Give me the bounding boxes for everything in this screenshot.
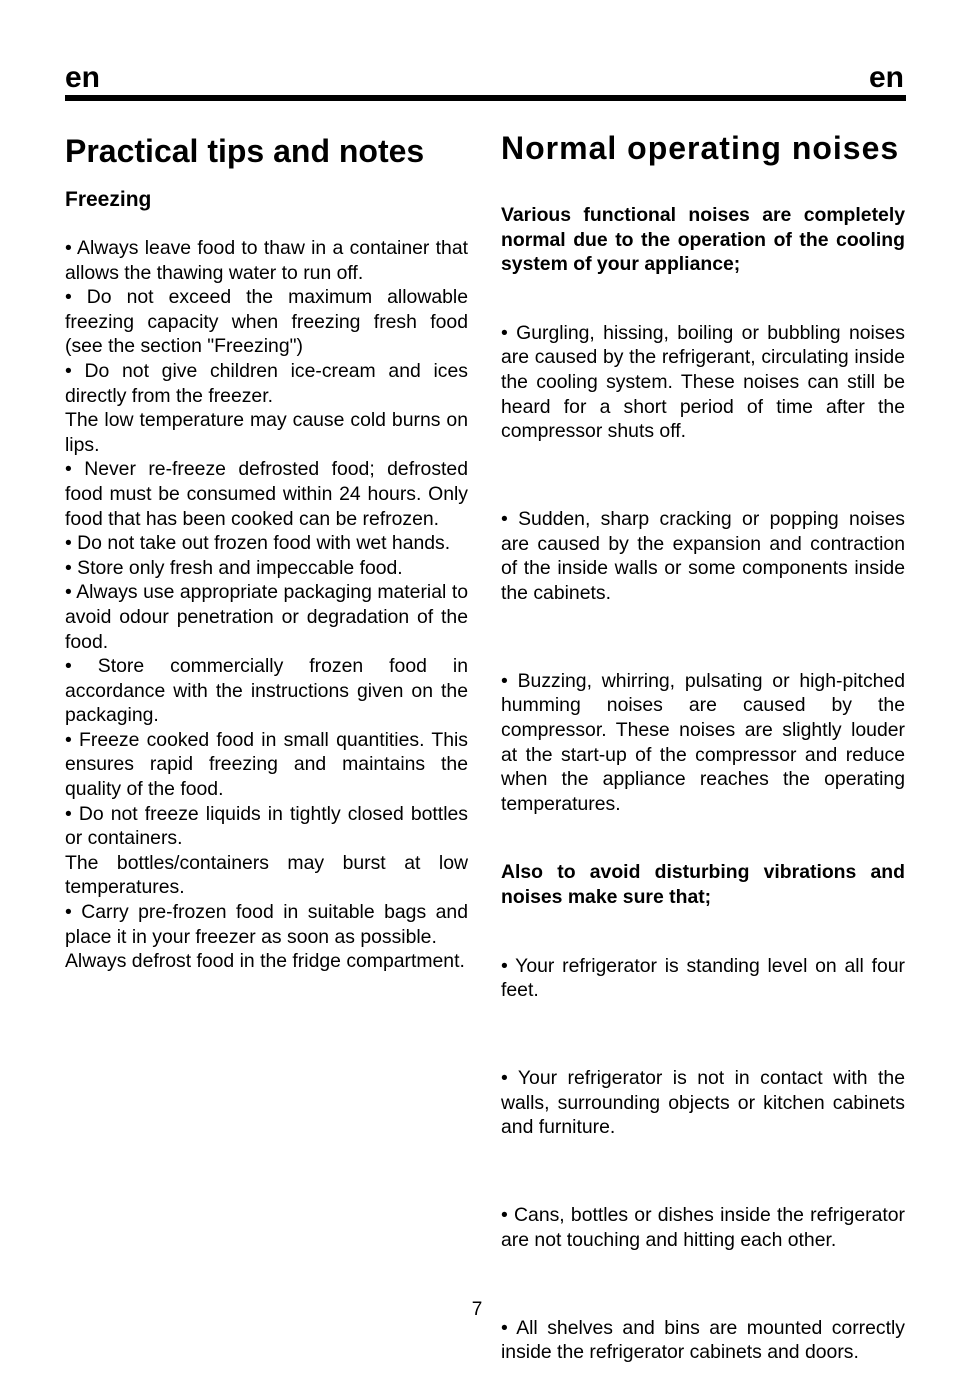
- freezing-tips-list: [65, 236, 468, 974]
- tip-line: • Do not take out frozen food with wet hands.: [65, 532, 451, 555]
- language-code-left: en: [65, 61, 101, 94]
- tip-line: The low temperature may cause cold burns on lips.: [65, 409, 468, 456]
- tip-line: • Always use appropriate packaging material to avoid odour penetration or degradation of the food.: [65, 581, 468, 653]
- subsection-title-freezing: Freezing: [65, 188, 152, 211]
- header-rule: [65, 95, 906, 101]
- section-title-operating-noises: Normal operating noises: [501, 130, 900, 166]
- tip-line: • Carry pre-frozen food in suitable bags and place it in your freezer as soon as possible.: [65, 901, 468, 948]
- tip-line: • Do not give children ice-cream and ices directly from the freezer.: [65, 359, 468, 407]
- page-number: 7: [471, 1299, 483, 1320]
- tip-line: • Store commercially frozen food in accordance with the instructions given on the packaging.: [65, 655, 468, 727]
- tip-line: • Always leave food to thaw in a container that allows the thawing water to run off.: [65, 237, 468, 284]
- noises-intro: Various functional noises are completely normal due to the operation of the cooling system of your appliance;: [501, 204, 905, 276]
- section-title-practical-tips: Practical tips and notes: [65, 133, 425, 169]
- operating-noises-content: [501, 203, 905, 1384]
- tip-line: Always defrost food in the fridge compartment.: [65, 950, 465, 973]
- language-code-right: en: [868, 61, 904, 94]
- avoid-vibrations-heading: Also to avoid disturbing vibrations and noises make sure that;: [501, 861, 905, 908]
- noise-item: • Sudden, sharp cracking or popping noises are caused by the expansion and contraction of the inside walls or some components inside the cabinets.: [501, 508, 905, 604]
- tip-line: The bottles/containers may burst at low temperatures.: [65, 851, 468, 899]
- tip-line: • Freeze cooked food in small quantities. This ensures rapid freezing and maintains the quality of the food.: [65, 728, 468, 801]
- check-item: • All shelves and bins are mounted correctly inside the refrigerator cabinets and doors.: [501, 1316, 905, 1364]
- noise-item: • Gurgling, hissing, boiling or bubbling noises are caused by the refrigerant, circulating inside the cooling system. These noises can still be heard for a short period of time after the compressor shuts off.: [501, 321, 905, 443]
- check-item: • Cans, bottles or dishes inside the refrigerator are not touching and hitting each other.: [501, 1204, 905, 1251]
- tip-line: • Do not exceed the maximum allowable freezing capacity when freezing fresh food (see the section "Freezing"): [65, 286, 468, 358]
- tip-line: • Do not freeze liquids in tightly closed bottles or containers.: [65, 802, 468, 850]
- check-item: • Your refrigerator is not in contact with the walls, surrounding objects or kitchen cabinets and furniture.: [501, 1067, 905, 1139]
- noise-item: • Buzzing, whirring, pulsating or high-pitched humming noises are caused by the compressor. These noises are slightly louder at the start-up of the compressor and reduce when the appliance reaches the operating temperatures.: [501, 669, 905, 815]
- check-item: • Your refrigerator is standing level on all four feet.: [501, 954, 905, 1002]
- tip-line: • Store only fresh and impeccable food.: [65, 556, 403, 579]
- tip-line: • Never re-freeze defrosted food; defrosted food must be consumed within 24 hours. Only food that has been cooked can be refrozen.: [65, 458, 468, 530]
